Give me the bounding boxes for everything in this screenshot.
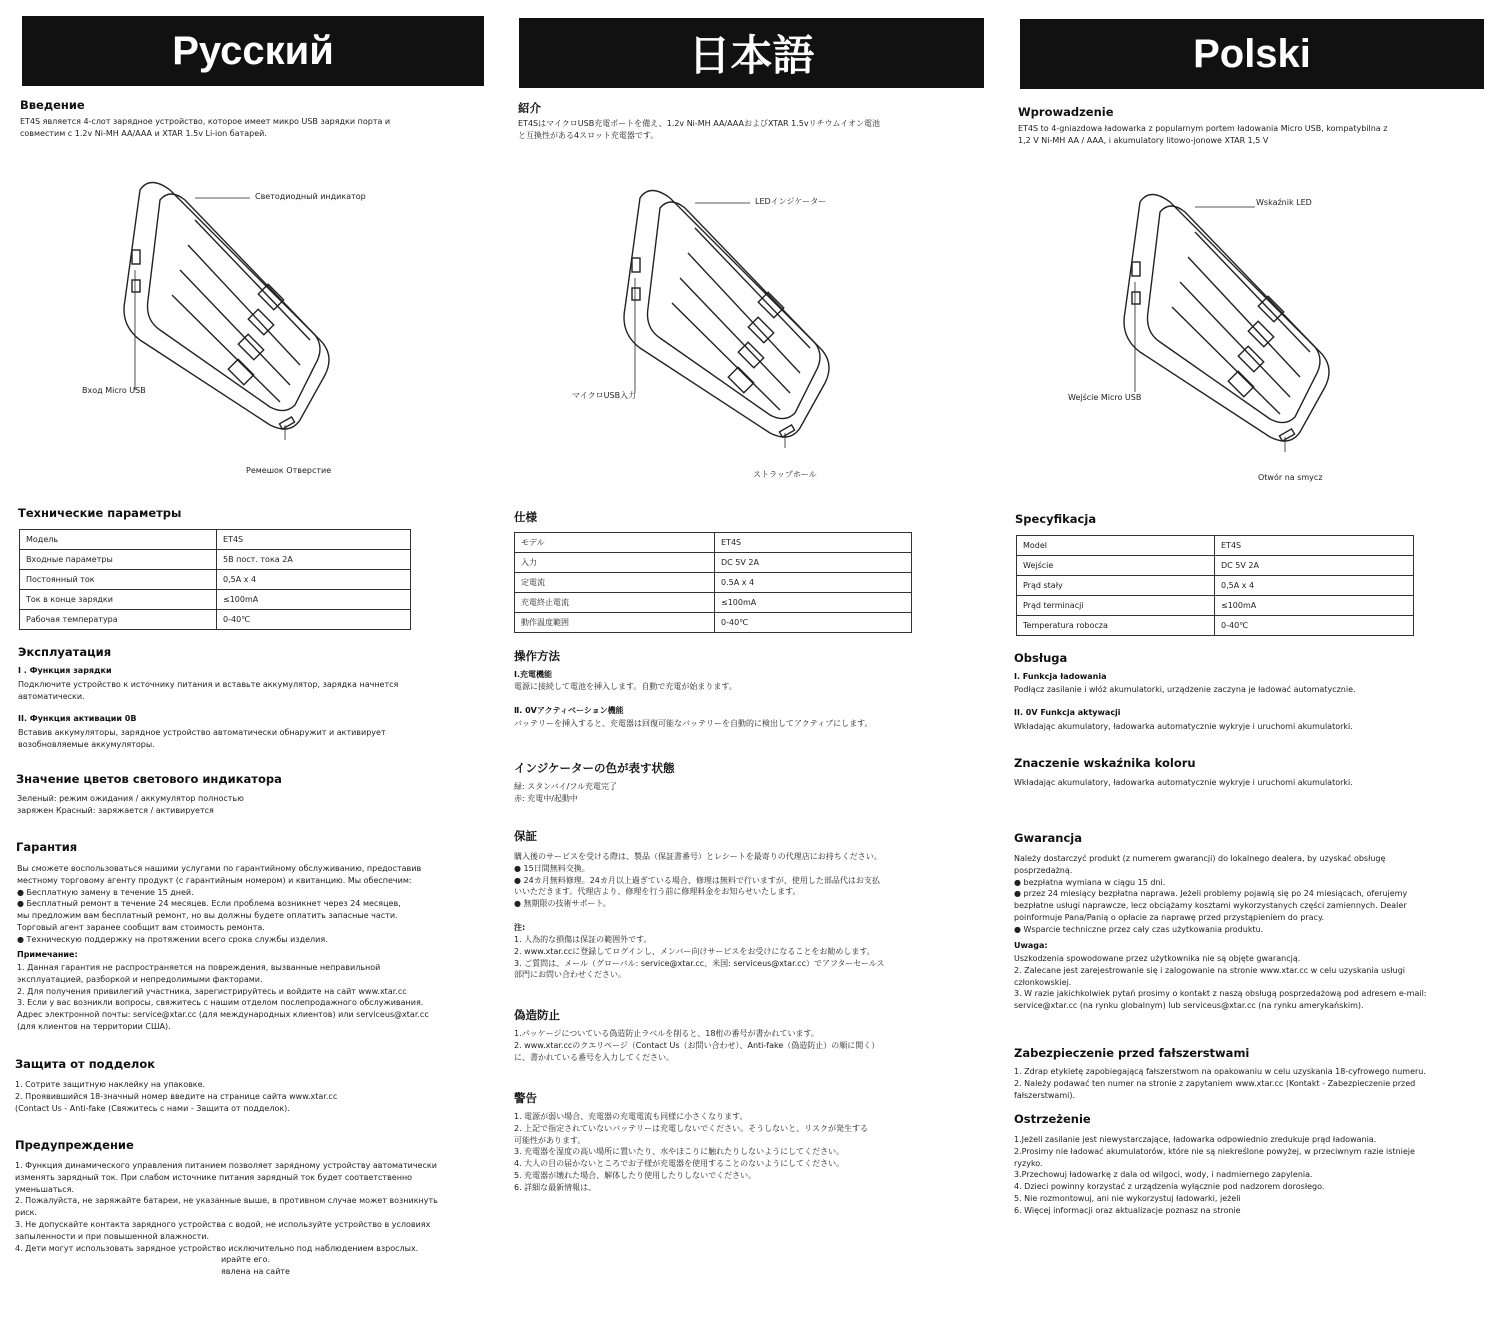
note-text: 1. Данная гарантия не распространяется на повреждения, вызванные неправильной эксплуатацией, разборкой и непредолимыми факторами. 2. Для получения привилегий участника, зарегистрируйтесь и войдите на сайт www.xtar.cc 3. Если у вас возникли вопросы, свяжитесь с нашим отделом послепродажного обслуживания. Адрес электронной почты: service@xtar.cc (для международных клиентов) или serviceus@xtar.cc (для клиентов на территории США). — [17, 963, 429, 1031]
anti-fake-text: 1. Сотрите защитную наклейку на упаковке. 2. Проявившийся 18-значный номер введите на странице сайта www.xtar.cc (Contact Us - Anti-fake (Свяжитесь с нами - Защита от подделок). — [15, 1080, 338, 1113]
color-title: インジケーターの色が表す状態 — [514, 761, 675, 775]
spec-value: ≤100mA — [217, 590, 411, 610]
color-title: Значение цветов светового индикатора — [16, 772, 282, 786]
warning-text: 1.Jeżeli zasilanie jest niewystarczające, ładowarka odpowiednio zredukuje prąd ładowania. 2.Prosimy nie ładować akumulatorów, które nie są niekreślone powyżej, w przeciwnym razie istnieje ryzyko. 3.Przechowuj ładowarkę z dala od wilgoci, wody, i nadmiernego zapylenia. 4. Dzieci powinny korzystać z urządzenia wyłącznie pod nadzorem dorosłego. 5. Nie rozmontowuj, ani nie wykorzystuj ładowarki, jeżeli 6. Więcej informacji oraz aktualizacje poznasz na stronie — [1014, 1135, 1415, 1215]
table-row — [1017, 616, 1414, 636]
label-usb: Вход Micro USB — [82, 386, 146, 395]
table-row — [20, 550, 411, 570]
table-row — [515, 573, 912, 593]
note-text: 1. 人為的な損傷は保証の範囲外です。 2. www.xtar.ccに登録してログインし、メンバー向けサービスをお受けになることをお勧めします。 3. ご質問は、メール（グローバル: service@xtar.cc、米国: serviceus@xtar.cc）でアフターセールス 部門にお問い合わせください。 — [514, 935, 885, 980]
spec-value: ≤100mA — [1215, 596, 1414, 616]
anti-fake-text: 1.パッケージについている偽造防止ラベルを削ると、18桁の番号が書かれています。 2. www.xtar.ccのクエリページ（Contact Us（お問い合わせ）、Anti-fake（偽造防止）の順に開く） に、書かれている番号を入力してください。 — [514, 1029, 880, 1062]
operation-title: 操作方法 — [514, 649, 560, 663]
label-strap: Ремешок Отверстие — [246, 466, 332, 475]
note-title: 注: — [514, 923, 526, 932]
table-row — [515, 593, 912, 613]
spec-value: 0-40℃ — [715, 613, 912, 633]
label-strap: Otwór na smycz — [1258, 473, 1323, 482]
color-text: Wkładając akumulatory, ładowarka automatycznie wykryje i uruchomi akumulatorki. — [1014, 778, 1353, 787]
spec-value: ET4S — [217, 530, 411, 550]
label-led: LEDインジケーター — [755, 197, 827, 206]
spec-value: 0-40℃ — [1215, 616, 1414, 636]
warranty-text: 購入後のサービスを受ける際は、製品（保証書番号）とレシートを最寄りの代理店にお持ちください。 ● 15日間無料交換。 ● 24カ月無料修理。24カ月以上過ぎている場合、修理は無料で行いますが、使用した部品代はお支払 いいただきます。代理店より、修理を行う前に修理料金をお知らせいたします。 ● 無期限の技術サポート。 — [514, 852, 882, 909]
label-led: Светодиодный индикатор — [255, 192, 366, 201]
banner-russian: Русский — [22, 16, 484, 86]
spec-key: Wejście — [1017, 556, 1215, 576]
table-row — [20, 530, 411, 550]
spec-key: Входные параметры — [20, 550, 217, 570]
spec-value: 0.5A x 4 — [715, 573, 912, 593]
banner-japanese: 日本語 — [519, 18, 984, 88]
intro-title: Введение — [20, 98, 85, 112]
warranty-title: Гарантия — [16, 840, 78, 854]
intro-text: ET4S является 4-слот зарядное устройство, которое имеет микро USB зарядки порта и совместим с 1.2v Ni-MH AA/AAA и XTAR 1.5v Li-ion батарей. — [20, 117, 391, 138]
intro-text: ET4SはマイクロUSB充電ポートを備え、1.2v Ni-MH AA/AAAおよびXTAR 1.5vリチウムイオン電池 と互換性がある4スロット充電器です。 — [518, 119, 880, 140]
table-row — [1017, 536, 1414, 556]
spec-value: 5В пост. тока 2А — [217, 550, 411, 570]
spec-value: ET4S — [1215, 536, 1414, 556]
table-row — [1017, 596, 1414, 616]
table-row — [20, 590, 411, 610]
spec-key: Temperatura robocza — [1017, 616, 1215, 636]
warning-text: 1. 電源が弱い場合、充電器の充電電流も同様に小さくなります。 2. 上記で指定されていないバッテリーは充電しないでください。そうしないと、リスクが発生する 可能性があります。 3. 充電器を湿度の高い場所に置いたり、水やほこりに触れたりしないようにしてください。 4. 大人の目の届かないところでお子様が充電器を使用することのないようにしてください。 5. 充電器が壊れた場合、解体したり使用したりしないでください。 6. 詳細な最新情報は、 — [514, 1112, 869, 1192]
function-1-text: Подключите устройство к источнику питания и вставьте аккумулятор, зарядка начнется автоматически. — [18, 680, 399, 701]
function-2-text: Вставив аккумуляторы, зарядное устройство автоматически обнаружит и активирует возобновляемые аккумуляторы. — [18, 728, 386, 749]
anti-fake-text: 1. Zdrap etykietę zapobiegającą fałszerstwom na opakowaniu w celu uzyskania 18-cyfrowego numeru. 2. Należy podawać ten numer na stronie z zapytaniem www.xtar.cc (Kontakt - Zabezpieczenie przed fałszerstwami). — [1014, 1067, 1426, 1100]
function-2-title: Ⅱ. 0Vアクティベーション機能 — [514, 706, 624, 715]
note-title: Uwaga: — [1014, 941, 1048, 950]
spec-value: 0,5A x 4 — [217, 570, 411, 590]
warning-text: 1. Функция динамического управления питанием позволяет зарядному устройству автоматически изменять зарядный ток. При слабом источнике питания зарядный ток будет соответственно уменьшаться. 2. Пожалуйста, не заряжайте батареи, не указанные выше, в противном случае может возникнуть риск. 3. Не допускайте контакта зарядного устройства с водой, не используйте устройство в условиях запыленности и при повышенной влажности. 4. Дети могут использовать зарядное устройство исключительно под наблюдением взрослых. ирайте его. явлена на сайте — [15, 1161, 438, 1277]
warning-title: 警告 — [514, 1091, 537, 1105]
spec-value: ≤100mA — [715, 593, 912, 613]
column-russian — [0, 0, 500, 1337]
anti-fake-title: Zabezpieczenie przed fałszerstwami — [1014, 1046, 1250, 1060]
spec-value: 0,5A x 4 — [1215, 576, 1414, 596]
intro-title: Wprowadzenie — [1018, 105, 1114, 119]
table-row — [1017, 576, 1414, 596]
function-1-title: I. Funkcja ładowania — [1014, 672, 1107, 681]
table-row — [20, 610, 411, 630]
table-row — [1017, 556, 1414, 576]
color-text: Зеленый: режим ожидания / аккумулятор полностью заряжен Красный: заряжается / активируется — [17, 794, 244, 815]
function-2-title: II. 0V Funkcja aktywacji — [1014, 708, 1121, 717]
operation-title: Obsługa — [1014, 651, 1068, 665]
spec-key: モデル — [515, 533, 715, 553]
charger-illustration — [1110, 182, 1360, 452]
charger-illustration — [110, 170, 360, 440]
spec-key: 入力 — [515, 553, 715, 573]
spec-key: 定電流 — [515, 573, 715, 593]
table-row — [515, 613, 912, 633]
table-row — [515, 533, 912, 553]
column-japanese — [500, 0, 1000, 1337]
spec-key: 充電終止電流 — [515, 593, 715, 613]
label-usb: マイクロUSB入力 — [572, 391, 637, 400]
function-1-text: 電源に接続して電池を挿入します。自動で充電が始まります。 — [514, 682, 737, 691]
spec-value: DC 5V 2A — [1215, 556, 1414, 576]
charger-illustration — [610, 178, 860, 448]
label-strap: ストラップホール — [753, 470, 817, 479]
warranty-text: Вы сможете воспользоваться нашими услугами по гарантийному обслуживанию, предоставив местному торговому агенту продукт (с гарантийным номером) и квитанцию. Мы обеспечим: ● Бесплатную замену в течение 15 дней. ● Бесплатный ремонт в течение 24 месяцев. Если проблема возникнет через 24 месяцев, мы предложим вам бесплатный ремонт, но вы должны будете оплатить запасные части. Торговый агент заранее сообщит вам стоимость ремонта. ● Техническую поддержку на протяжении всего срока службы изделия. — [17, 864, 422, 944]
warranty-title: Gwarancja — [1014, 831, 1082, 845]
spec-key: Prąd terminacji — [1017, 596, 1215, 616]
spec-title: 仕様 — [514, 510, 537, 524]
table-row — [20, 570, 411, 590]
note-title: Примечание: — [17, 950, 78, 959]
spec-table — [19, 529, 411, 630]
spec-key: Модель — [20, 530, 217, 550]
spec-title: Specyfikacja — [1015, 512, 1097, 526]
color-text: 緑: スタンバイ/フル充電完了 赤: 充電中/起動中 — [514, 782, 618, 803]
label-led: Wskaźnik LED — [1256, 198, 1312, 207]
anti-fake-title: Защита от подделок — [15, 1057, 156, 1071]
function-1-text: Podłącz zasilanie i włóż akumulatorki, urządzenie zaczyna je ładować automatycznie. — [1014, 685, 1356, 694]
spec-key: Model — [1017, 536, 1215, 556]
label-usb: Wejście Micro USB — [1068, 393, 1142, 402]
warranty-text: Należy dostarczyć produkt (z numerem gwarancji) do lokalnego dealera, by uzyskać obsługę posprzedażną. ● bezpłatna wymiana w ciągu 15 dni. ● przez 24 miesiący bezpłatna naprawa. Jeżeli problemy pojawią się po 24 miesiącach, oferujemy bezpłatne usługi naprawcze, lecz obciążamy kosztami wykorzystanych części zamiennych. Dealer poinformuje Pana/Panią o opłacie za naprawę przed przystąpieniem do pracy. ● Wsparcie techniczne przez cały czas użytkowania produktu. — [1014, 854, 1408, 934]
warning-title: Предупреждение — [15, 1138, 134, 1152]
spec-key: Ток в конце зарядки — [20, 590, 217, 610]
function-1-title: I . Функция зарядки — [18, 666, 112, 675]
spec-key: 動作温度範囲 — [515, 613, 715, 633]
intro-text: ET4S to 4-gniazdowa ładowarka z popularnym portem ładowania Micro USB, kompatybilna z 1,2 V Ni-MH AA / AAA, i akumulatory litowo-jonowe XTAR 1,5 V — [1018, 124, 1388, 145]
function-2-text: バッテリーを挿入すると、充電器は回復可能なバッテリーを自動的に検出してアクティブにします。 — [514, 719, 873, 728]
warning-title: Ostrzeżenie — [1014, 1112, 1091, 1126]
banner-polish: Polski — [1020, 19, 1484, 89]
operation-title: Эксплуатация — [18, 645, 112, 659]
column-polish — [1000, 0, 1495, 1337]
spec-value: DC 5V 2A — [715, 553, 912, 573]
intro-title: 紹介 — [518, 101, 541, 115]
function-2-text: Wkładając akumulatory, ładowarka automatycznie wykryje i uruchomi akumulatorki. — [1014, 722, 1353, 731]
spec-table — [514, 532, 912, 633]
note-text: Uszkodzenia spowodowane przez użytkownika nie są objęte gwarancją. 2. Zalecane jest zarejestrowanie się i zalogowanie na stronie www.xtar.cc w celu uzyskania usługi członkowskiej. 3. W razie jakichkolwiek pytań prosimy o kontakt z naszą obsługą posprzedażową pod adresem e-mail: service@xtar.cc (na rynku globalnym) lub serviceus@xtar.cc (na rynku amerykańskim). — [1014, 954, 1427, 1011]
spec-table — [1016, 535, 1414, 636]
table-row — [515, 553, 912, 573]
anti-fake-title: 偽造防止 — [514, 1008, 560, 1022]
spec-value: 0-40℃ — [217, 610, 411, 630]
function-1-title: Ⅰ.充電機能 — [514, 670, 553, 679]
spec-key: Prąd stały — [1017, 576, 1215, 596]
spec-key: Постоянный ток — [20, 570, 217, 590]
warranty-title: 保証 — [514, 829, 537, 843]
spec-title: Технические параметры — [18, 506, 182, 520]
spec-value: ET4S — [715, 533, 912, 553]
function-2-title: II. Функция активации 0В — [18, 714, 137, 723]
spec-key: Рабочая температура — [20, 610, 217, 630]
color-title: Znaczenie wskaźnika koloru — [1014, 756, 1196, 770]
